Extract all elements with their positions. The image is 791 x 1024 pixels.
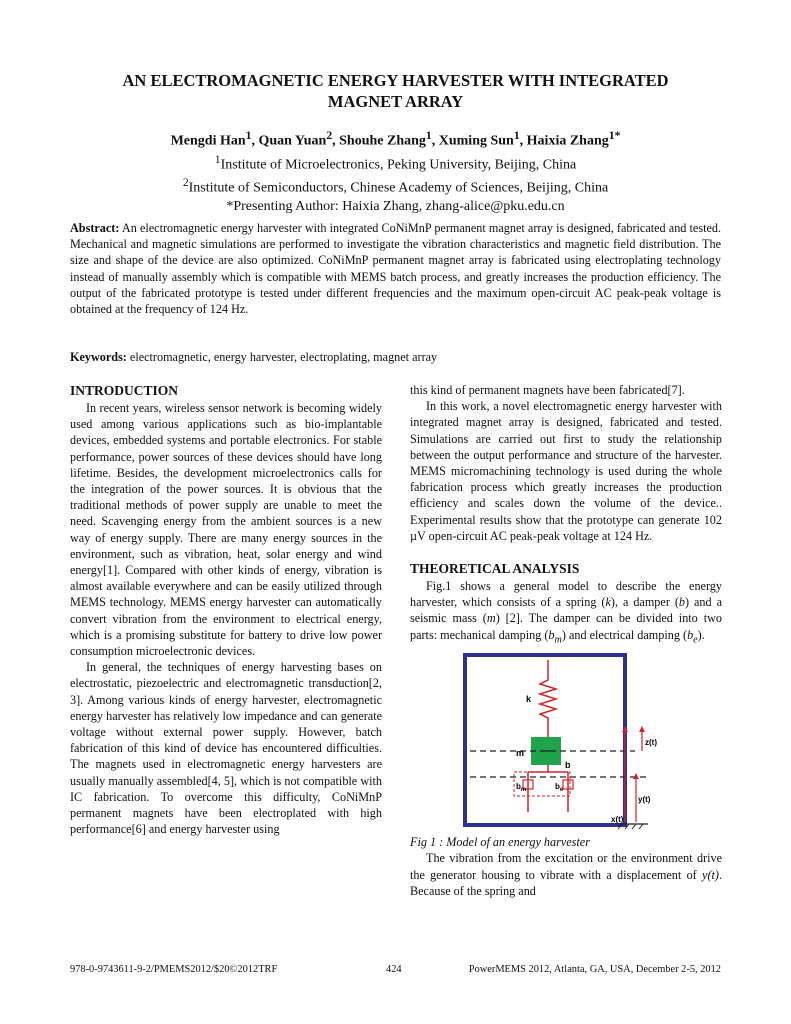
keywords	[70, 349, 721, 365]
affiliation-1: $^1$Institute of Microelectronics, Peking University, Beijing, China	[214, 152, 577, 173]
theory-paragraph-1: Fig.1 shows a general model to describe the energy harvester, which consists of a spring (k), a damper (b) and a seismic mass (m) [2]. The damper can be divided into two parts: mechanical damping $(b_m)$ and electrical damping $(b_e)$.	[410, 579, 722, 646]
right-column	[410, 382, 722, 899]
author-names: Mengdi Han$^1$, Quan Yuan$^2$, Shouhe Zhang$^1$, Xuming Sun$^1$, Haixia Zhang$^{1*}$	[170, 129, 621, 149]
abstract	[70, 220, 721, 317]
ground-hatch	[632, 824, 636, 829]
abstract-label: Abstract:	[70, 221, 120, 235]
title-line-1: AN ELECTROMAGNETIC ENERGY HARVESTER WITH INTEGRATED	[122, 71, 669, 90]
spring	[540, 660, 556, 737]
left-column	[70, 382, 382, 837]
x-label: x(t)	[611, 815, 624, 825]
paper-title	[60, 70, 731, 112]
spring-label: k	[526, 694, 532, 705]
energy-harvester-model-diagram	[410, 652, 722, 832]
author-block	[60, 127, 731, 216]
section-heading-theory: THEORETICAL ANALYSIS	[410, 561, 580, 577]
keywords-label: Keywords:	[70, 350, 127, 364]
x-arrowhead	[622, 726, 628, 732]
author-name: Xuming Sun	[438, 133, 514, 149]
intro-paragraph-2: In general, the techniques of energy harvesting bases on electrostatic, piezoelectric and electromagnetic transduction[2, 3]. Among various kinds of energy harvester, electromagnetic energy harvester has relatively low impedance and can generate voltage without external power supply. However, batch fabrication of this kind of device has encountered difficulties. The magnets used in electromagnetic energy harvesters are usually manually assembled[4, 5], which is not compatible with IC fabrication. To overcome this difficulty, CoNiMnP permanent magnets have been electroplated with high performance[6] and energy harvester using	[70, 660, 382, 837]
author-name: Quan Yuan	[258, 133, 327, 149]
intro-paragraph-1: In recent years, wireless sensor network is becoming widely used among various applications such as bio-implantable devices, embedded systems and portable electronics. For stable performance, power sources of these devices should have long lifetime. Besides, the development microelectronics calls for the integration of the power sources. It is obvious that the traditional methods of power supply are unable to meet the need. Scavenging energy from the ambient sources is a new way of energy supply. There are many energy sources in the environment, such as vibration, heat, solar energy and wind energy[1]. Compared with other kinds of energy, vibration is almost available everywhere and can be easily utilized through MEMS technology. MEMS energy harvester can automatically convert vibration from the environment to electrical energy, which is a promising substitute for battery to drive low power consumption microelectronic devices.	[70, 401, 382, 659]
figure-1	[410, 652, 722, 832]
intro-paragraph-2-cont: this kind of permanent magnets have been fabricated[7].	[410, 383, 685, 397]
footer-page-number: 424	[386, 964, 402, 975]
damper-bm-label: $b_m$	[516, 782, 527, 794]
author-name: Mengdi Han	[170, 133, 246, 149]
y-label: y(t)	[638, 795, 651, 805]
footer-conference: PowerMEMS 2012, Atlanta, GA, USA, December 2-5, 2012	[468, 964, 721, 975]
section-heading-introduction: INTRODUCTION	[70, 383, 179, 398]
z-arrowhead	[639, 726, 645, 732]
affiliation-2: $^2$Institute of Semiconductors, Chinese Academy of Sciences, Beijing, China	[182, 176, 609, 196]
author-name: Shouhe Zhang	[339, 133, 426, 149]
title-line-2: MAGNET ARRAY	[327, 92, 464, 111]
damper-label: b	[565, 760, 571, 771]
presenting-author: *Presenting Author: Haixia Zhang, zhang-alice@pku.edu.cn	[226, 198, 565, 214]
z-label: z(t)	[645, 738, 657, 748]
theory-paragraph-2: The vibration from the excitation or the environment drive the generator housing to vibrate with a displacement of y(t). Because of the spring and	[410, 851, 722, 898]
mass-label: m	[516, 748, 525, 759]
abstract-text: An electromagnetic energy harvester with integrated CoNiMnP permanent magnet array is designed, fabricated and tested. Mechanical and magnetic simulations are performed to investigate the vibration characteristics and magnetic field distribution. The size and shape of the device are also optimized. CoNiMnP permanent magnet array is fabricated using electroplating technology instead of manually assembly which is compatible with MEMS batch process, and greatly increases the production efficiency. The output of the fabricated prototype is tested under different frequencies and the maximum open-circuit AC peak-peak voltage is obtained at the frequency of 124 Hz.	[70, 221, 722, 317]
keywords-text: electromagnetic, energy harvester, electroplating, magnet array	[129, 350, 438, 364]
author-name: Haixia Zhang	[526, 133, 609, 149]
y-arrowhead	[633, 773, 639, 779]
footer-isbn: 978-0-9743611-9-2/PMEMS2012/$20©2012TRF	[70, 964, 278, 975]
figure-1-caption: Fig 1 : Model of an energy harvester	[410, 835, 590, 850]
ground-hatch	[639, 824, 643, 829]
damper-be-label: $b_e$	[555, 782, 564, 794]
intro-paragraph-3: In this work, a novel electromagnetic energy harvester with integrated magnet array is designed, fabricated and tested. Simulations are carried out first to study the relationship between the output performance and structure of the harvester. MEMS micromachining technology is used during the whole fabrication process which greatly increases the production efficiency and scales down the volume of the device.. Experimental results show that the prototype can generate 102 µV open-circuit AC peak-peak voltage at 124 Hz.	[410, 399, 722, 543]
